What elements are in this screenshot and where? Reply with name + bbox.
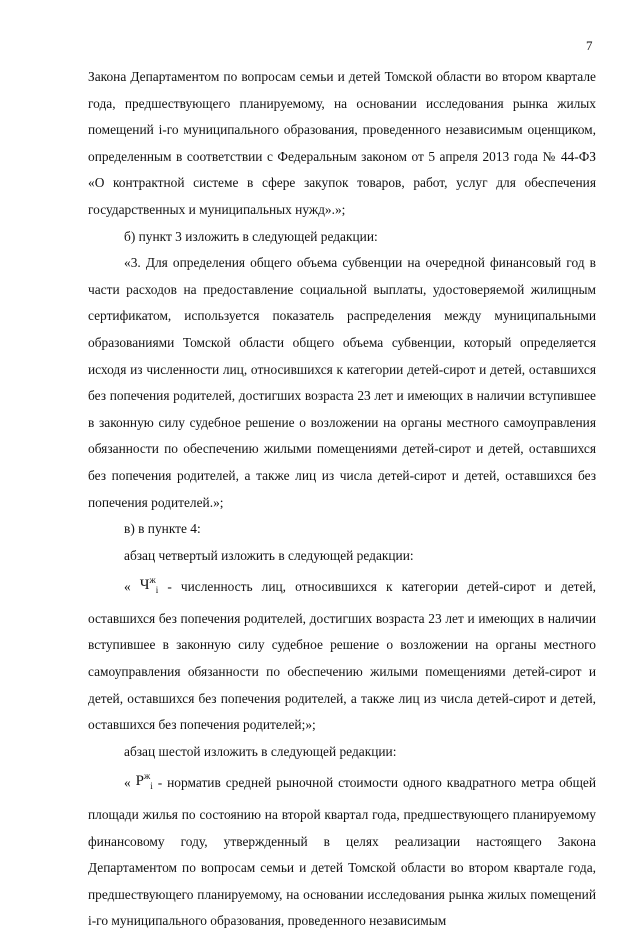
paragraph-ch-definition xyxy=(88,569,596,739)
paragraph-point-3: «3. Для определения общего объема субвенции на очередной финансовый год в части расходов на предоставление социальной выплаты, удостоверяемой жилищным сертификатом, используется показатель распределения между муниципальными образованиями Томской области общего объема субвенции, который определяется исходя из численности лиц, относившихся к категории детей-сирот и детей, оставшихся без попечения родителей, достигших возраста 23 лет и имеющих в наличии вступившее в законную силу судебное решение о возложении на органы местного самоуправления обязанности по обеспечению жилыми помещениями детей-сирот и детей, оставшихся без попечения родителей, а также лиц из числа детей-сирот и детей, оставшихся без попечения родителей.»; xyxy=(88,255,596,510)
document-body xyxy=(88,64,596,935)
quote-prefix: « xyxy=(124,775,136,791)
formula-symbol-r xyxy=(135,771,153,792)
paragraph-abzac-4-heading: абзац четвертый изложить в следующей редакции: xyxy=(124,547,414,563)
page-number: 7 xyxy=(586,38,593,53)
quote-prefix: « xyxy=(124,579,140,595)
symbol-main: Р xyxy=(135,773,144,790)
definition-text: - численность лиц, относившихся к категории детей-сирот и детей, оставшихся без попечения родителей, достигших возраста 23 лет и имеющих в наличии вступившее в законную силу судебное решение о возложении на органы местного самоуправления обязанности по обеспечению жилыми помещениями детей-сирот и детей, оставшихся без попечения родителей, а также лиц из числа детей-сирот и детей, оставшихся без попечения родителей;»; xyxy=(88,579,596,733)
paragraph-r-definition xyxy=(88,765,596,935)
formula-symbol-ch xyxy=(139,575,159,596)
symbol-subscript: i xyxy=(150,781,153,792)
symbol-subscript: i xyxy=(155,585,159,596)
symbol-superscript: ж xyxy=(149,575,156,586)
symbol-superscript: ж xyxy=(144,771,151,782)
definition-text: - норматив средней рыночной стоимости одного квадратного метра общей площади жилья по состоянию на второй квартал года, предшествующего планируемому финансовому году, утвержденный в целях реализации настоящего Закона Департаментом по вопросам семьи и детей Томской области во втором квартале года, предшествующего планируемому, на основании исследования рынка жилых помещений i-го муниципального образования, проведенного независимым xyxy=(88,775,596,929)
paragraph-item-v: в) в пункте 4: xyxy=(124,521,201,537)
paragraph-continuation: Закона Департаментом по вопросам семьи и детей Томской области во втором квартале года, предшествующего планируемому, на основании исследования рынка жилых помещений i-го муниципального образования, проведенного независимым оценщиком, определенным в соответствии с Федеральным законом от 5 апреля 2013 года № 44-ФЗ «О контрактной системе в сфере закупок товаров, работ, услуг для обеспечения государственных и муниципальных нужд».»; xyxy=(88,69,596,217)
paragraph-item-b: б) пункт 3 изложить в следующей редакции: xyxy=(124,228,378,244)
symbol-main: Ч xyxy=(139,577,150,594)
paragraph-abzac-6-heading: абзац шестой изложить в следующей редакции: xyxy=(124,743,397,759)
